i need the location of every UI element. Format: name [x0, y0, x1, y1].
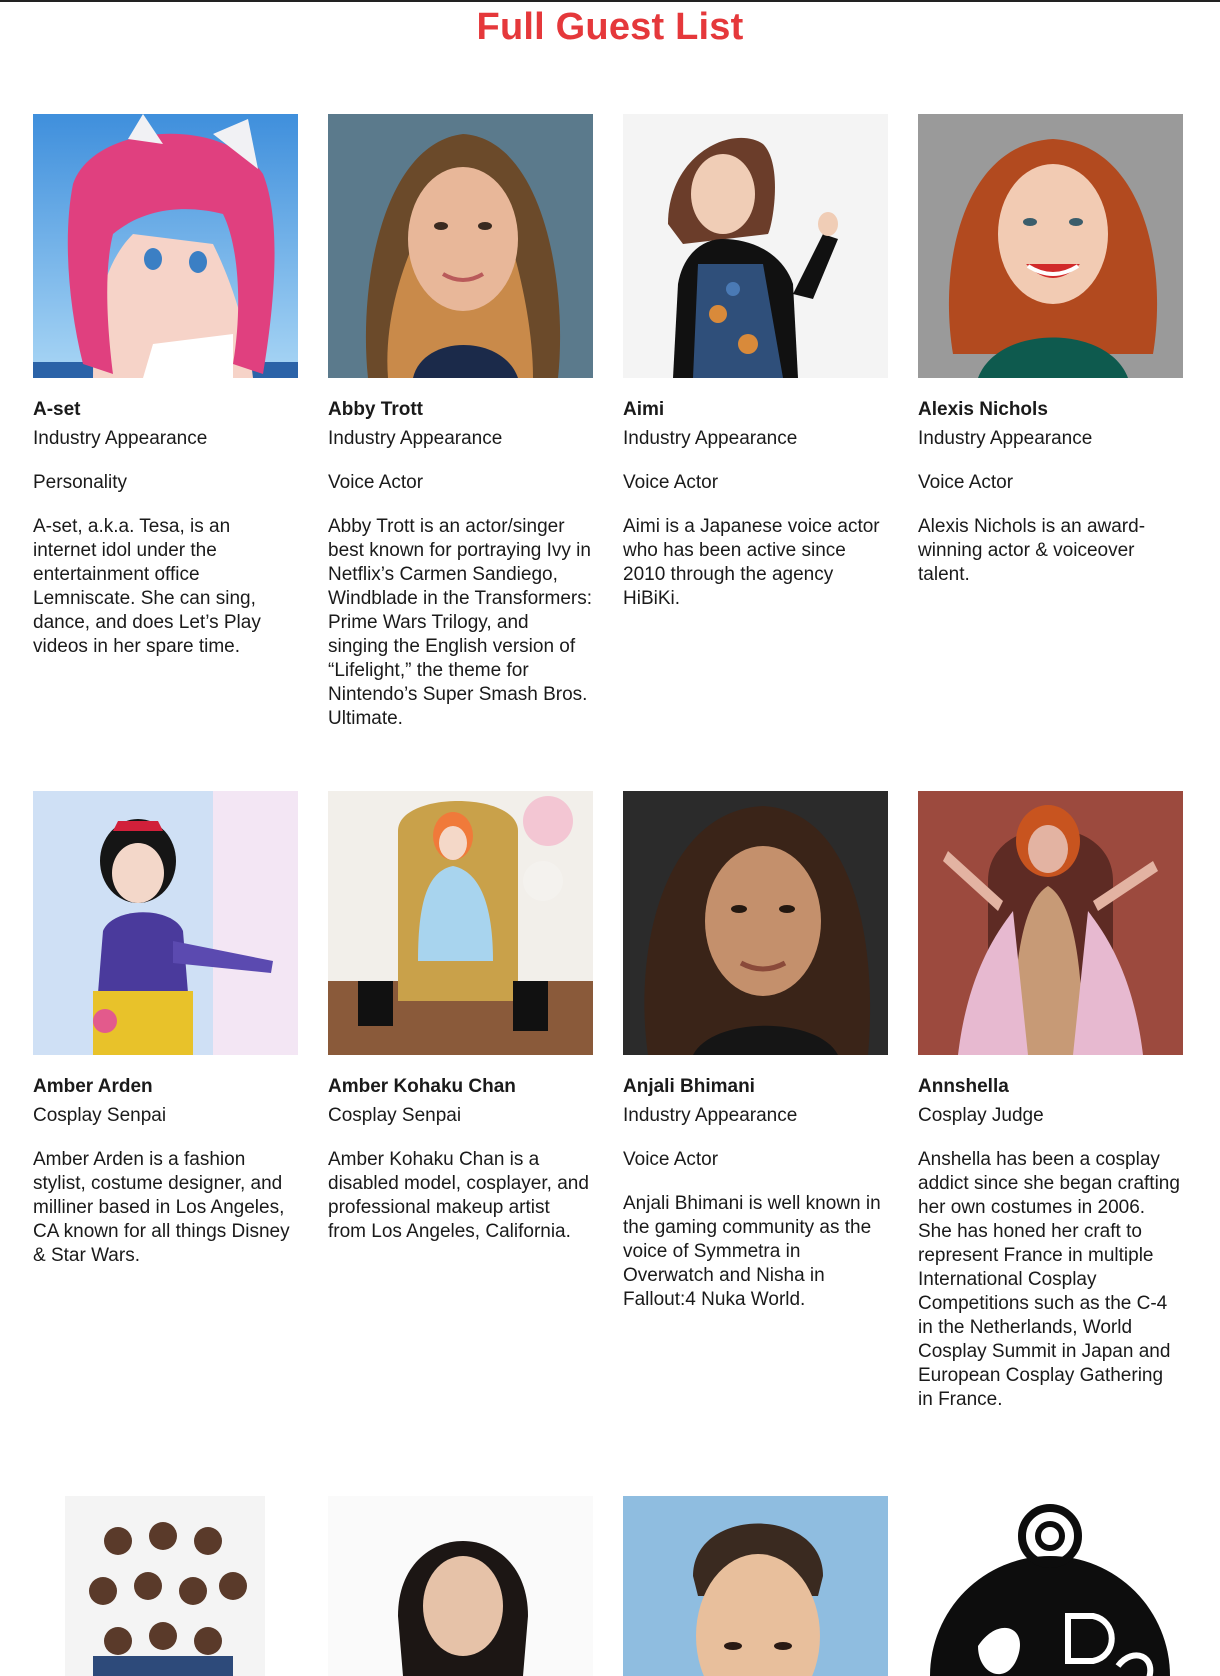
guest-role: Voice Actor [623, 1149, 719, 1170]
guest-role: Voice Actor [918, 472, 1014, 493]
headshot-image [328, 114, 593, 378]
guest-card-amber-kohaku-chan[interactable] [328, 791, 593, 1244]
guest-bio: Anjali Bhimani is well known in the gaming community as the voice of Symmetra in Overwatch and Nisha in Fallout:4 Nuka World. [623, 1193, 881, 1310]
top-divider [0, 0, 1220, 2]
guest-role: Voice Actor [328, 472, 424, 493]
portrait-image [623, 114, 888, 378]
guest-card-alexis-nichols[interactable] [918, 114, 1183, 587]
guest-name[interactable]: Amber Kohaku Chan [328, 1076, 516, 1097]
group-photo[interactable] [33, 1496, 298, 1676]
portrait-photo[interactable] [623, 114, 888, 378]
headshot-image [918, 114, 1183, 378]
headshot-photo[interactable] [623, 791, 888, 1055]
anime-avatar-image [33, 114, 298, 378]
guest-card-row3-3[interactable] [623, 1496, 888, 1676]
guest-category: Industry Appearance [918, 428, 1093, 449]
guest-card-row3-1[interactable] [33, 1496, 298, 1676]
guest-card-annshella[interactable] [918, 791, 1183, 1412]
guest-name[interactable]: Alexis Nichols [918, 399, 1048, 420]
guest-role: Voice Actor [623, 472, 719, 493]
headshot-image [623, 791, 888, 1055]
headshot-photo[interactable] [918, 114, 1183, 378]
headshot-photo[interactable] [328, 114, 593, 378]
page-title: Full Guest List [476, 6, 744, 48]
guest-bio: A-set, a.k.a. Tesa, is an internet idol under the entertainment office Lemniscate. She can sing, dance, and does Let’s Play videos in her spare time. [33, 516, 261, 657]
portrait-image [328, 1496, 593, 1676]
guest-card-amber-arden[interactable] [33, 791, 298, 1268]
guest-card-row3-2[interactable] [328, 1496, 593, 1676]
guest-card-a-set[interactable] [33, 114, 298, 659]
guest-bio: Amber Kohaku Chan is a disabled model, cosplayer, and professional makeup artist from Los Angeles, California. [328, 1149, 589, 1242]
guest-category: Cosplay Senpai [33, 1105, 167, 1126]
guest-bio: Amber Arden is a fashion stylist, costume designer, and milliner based in Los Angeles, CA known for all things Disney & Star Wars. [33, 1149, 290, 1266]
guest-bio: Anshella has been a cosplay addict since she began crafting her own costumes in 2006. She has honed her craft to represent France in multiple International Cosplay Competitions such as the C-4 in the Netherlands, World Cosplay Summit in Japan and European Cosplay Gathering in France. [918, 1149, 1180, 1410]
guest-category: Industry Appearance [623, 428, 798, 449]
anime-avatar-photo[interactable] [33, 114, 298, 378]
guest-category: Industry Appearance [328, 428, 503, 449]
guest-name[interactable]: Aimi [623, 399, 665, 420]
portrait-photo[interactable] [328, 1496, 593, 1676]
guest-category: Industry Appearance [33, 428, 208, 449]
cosplay-image [918, 791, 1183, 1055]
guest-card-row3-4[interactable] [918, 1496, 1183, 1676]
cosplay-photo[interactable] [328, 791, 593, 1055]
guest-role: Personality [33, 472, 127, 493]
guest-card-anjali-bhimani[interactable] [623, 791, 888, 1312]
headshot-image [623, 1496, 888, 1676]
guest-bio: Aimi is a Japanese voice actor who has been active since 2010 through the agency HiBiKi. [623, 516, 880, 609]
guest-category: Cosplay Senpai [328, 1105, 462, 1126]
guest-card-abby-trott[interactable] [328, 114, 593, 731]
guest-bio: Abby Trott is an actor/singer best known for portraying Ivy in Netflix’s Carmen Sandiego, Windblade in the Transformers: Prime Wars Trilogy, and singing the English version of “Lifelight,” the theme for Nintendo’s Super Smash Bros. Ultimate. [328, 516, 593, 729]
guest-name[interactable]: A-set [33, 399, 81, 420]
headshot-photo[interactable] [623, 1496, 888, 1676]
guest-name[interactable]: Abby Trott [328, 399, 423, 420]
cosplay-photo[interactable] [33, 791, 298, 1055]
logo-photo[interactable] [918, 1496, 1183, 1676]
logo-image [918, 1496, 1183, 1676]
guest-category: Industry Appearance [623, 1105, 798, 1126]
cosplay-photo[interactable] [918, 791, 1183, 1055]
cosplay-image [328, 791, 593, 1055]
guest-card-aimi[interactable] [623, 114, 888, 611]
guest-category: Cosplay Judge [918, 1105, 1044, 1126]
guest-name[interactable]: Anjali Bhimani [623, 1076, 755, 1097]
guest-bio: Alexis Nichols is an award-winning actor & voiceover talent. [918, 516, 1146, 585]
guest-name[interactable]: Amber Arden [33, 1076, 153, 1097]
guest-name[interactable]: Annshella [918, 1076, 1009, 1097]
cosplay-image [33, 791, 298, 1055]
group-image [33, 1496, 298, 1676]
